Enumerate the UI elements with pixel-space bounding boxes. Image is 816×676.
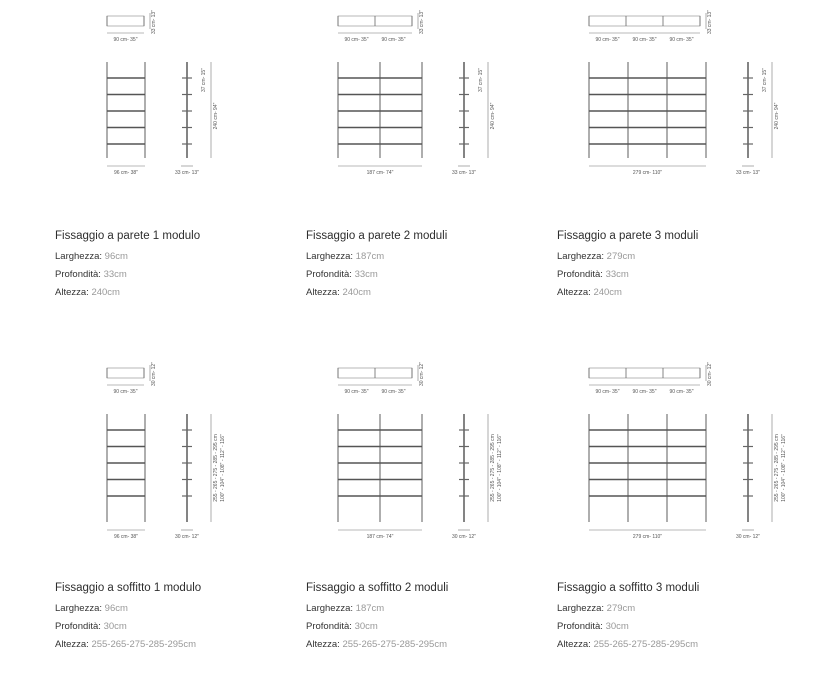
spec-value: 30cm: [605, 621, 629, 632]
spec-label: Profondità:: [306, 269, 355, 280]
spec-row: [55, 266, 200, 284]
side-height-imperial-label: 100" - 104" - 108" - 112" - 116": [497, 434, 503, 502]
module-width-label: 90 cm- 35": [669, 389, 694, 395]
spec-label: Altezza:: [55, 639, 92, 650]
module-width-label: 90 cm- 35": [669, 37, 694, 43]
spec-label: Altezza:: [557, 287, 594, 298]
spec-label: Larghezza:: [306, 603, 356, 614]
spec-row: [55, 618, 201, 636]
module-width-label: 90 cm- 35": [113, 37, 138, 43]
product-card: [55, 0, 305, 320]
side-spacing-label: 37 cm- 15": [478, 67, 484, 93]
spec-row: [306, 600, 448, 618]
side-height-imperial-label: 100" - 104" - 108" - 112" - 116": [781, 434, 787, 502]
product-caption: [557, 582, 699, 654]
top-view-outline: [589, 368, 700, 378]
product-title: Fissaggio a soffitto 3 moduli: [557, 582, 700, 594]
top-depth-label: 33 cm- 13": [151, 9, 157, 35]
spec-value: 279cm: [606, 603, 636, 614]
spec-label: Larghezza:: [306, 251, 356, 262]
spec-value: 30cm: [354, 621, 378, 632]
product-drawing: [306, 352, 556, 552]
spec-value: 187cm: [355, 603, 385, 614]
side-height-label: 240 cm- 94": [213, 102, 219, 130]
spec-label: Altezza:: [306, 287, 343, 298]
spec-value: 33cm: [354, 269, 378, 280]
product-caption: [557, 230, 698, 302]
spec-label: Profondità:: [557, 269, 606, 280]
product-title: Fissaggio a parete 1 modulo: [55, 230, 201, 242]
side-height-label: 255 - 265 - 275 - 285 - 295 cm: [490, 434, 496, 502]
spec-label: Larghezza:: [557, 603, 607, 614]
spec-value: 255-265-275-285-295cm: [342, 639, 448, 650]
spec-row: [557, 618, 699, 636]
spec-value: 240cm: [91, 287, 120, 298]
spec-row: [306, 284, 447, 302]
product-caption: [55, 230, 200, 302]
product-card: [557, 0, 807, 320]
side-height-label: 240 cm- 94": [774, 102, 780, 130]
spec-row: [557, 600, 699, 618]
top-view-outline: [589, 16, 700, 26]
front-width-label: 279 cm- 110": [632, 170, 663, 176]
spec-label: Profondità:: [55, 621, 104, 632]
side-depth-label: 30 cm- 12": [451, 534, 477, 540]
top-view-outline: [107, 368, 144, 378]
spec-label: Altezza:: [306, 639, 343, 650]
product-caption: [306, 582, 448, 654]
product-drawing: [55, 0, 305, 200]
spec-label: Profondità:: [557, 621, 606, 632]
module-width-label: 90 cm- 35": [113, 389, 138, 395]
product-card: [306, 0, 556, 320]
spec-row: [306, 266, 447, 284]
spec-value: 255-265-275-285-295cm: [91, 639, 197, 650]
module-width-label: 90 cm- 35": [632, 389, 657, 395]
product-caption: [55, 582, 201, 654]
spec-row: [306, 636, 448, 654]
spec-label: Larghezza:: [55, 251, 105, 262]
side-height-label: 255 - 265 - 275 - 285 - 295 cm: [213, 434, 219, 502]
spec-row: [306, 618, 448, 636]
spec-label: Profondità:: [55, 269, 104, 280]
spec-label: Larghezza:: [557, 251, 607, 262]
spec-row: [557, 266, 698, 284]
front-width-label: 96 cm- 38": [113, 170, 139, 176]
spec-value: 30cm: [103, 621, 127, 632]
spec-row: [306, 248, 447, 266]
spec-row: [557, 284, 698, 302]
spec-value: 96cm: [104, 603, 128, 614]
side-height-imperial-label: 100" - 104" - 108" - 112" - 116": [220, 434, 226, 502]
top-depth-label: 33 cm- 13": [419, 9, 425, 35]
spec-value: 96cm: [104, 251, 128, 262]
spec-label: Profondità:: [306, 621, 355, 632]
spec-row: [55, 248, 200, 266]
module-width-label: 90 cm- 35": [632, 37, 657, 43]
product-title: Fissaggio a parete 2 moduli: [306, 230, 448, 242]
module-width-label: 90 cm- 35": [344, 37, 369, 43]
spec-value: 33cm: [605, 269, 629, 280]
product-title: Fissaggio a soffitto 1 modulo: [55, 582, 202, 594]
spec-value: 33cm: [103, 269, 127, 280]
spec-value: 240cm: [342, 287, 371, 298]
spec-row: [55, 600, 201, 618]
product-drawing: [55, 352, 305, 552]
top-depth-label: 30 cm- 12": [151, 361, 157, 387]
module-width-label: 90 cm- 35": [381, 37, 406, 43]
module-width-label: 90 cm- 35": [344, 389, 369, 395]
side-spacing-label: 37 cm- 15": [762, 67, 768, 93]
product-drawing: [557, 352, 807, 552]
front-width-label: 187 cm- 74": [366, 170, 394, 176]
product-card: [306, 352, 556, 672]
product-caption: [306, 230, 447, 302]
side-depth-label: 33 cm- 13": [174, 170, 200, 176]
spec-label: Altezza:: [557, 639, 594, 650]
product-card: [55, 352, 305, 672]
product-title: Fissaggio a parete 3 moduli: [557, 230, 699, 242]
side-depth-label: 33 cm- 13": [451, 170, 477, 176]
spec-value: 255-265-275-285-295cm: [593, 639, 699, 650]
spec-row: [55, 284, 200, 302]
front-width-label: 187 cm- 74": [366, 534, 394, 540]
product-drawing: [557, 0, 807, 200]
product-title: Fissaggio a soffitto 2 moduli: [306, 582, 449, 594]
module-width-label: 90 cm- 35": [595, 37, 620, 43]
spec-row: [557, 248, 698, 266]
front-width-label: 96 cm- 38": [113, 534, 139, 540]
top-depth-label: 30 cm- 12": [419, 361, 425, 387]
module-width-label: 90 cm- 35": [381, 389, 406, 395]
top-depth-label: 33 cm- 13": [707, 9, 713, 35]
spec-value: 187cm: [355, 251, 385, 262]
spec-label: Altezza:: [55, 287, 92, 298]
spec-row: [557, 636, 699, 654]
front-width-label: 279 cm- 110": [632, 534, 663, 540]
side-height-label: 240 cm- 94": [490, 102, 496, 130]
top-depth-label: 30 cm- 12": [707, 361, 713, 387]
spec-value: 240cm: [593, 287, 622, 298]
product-drawing: [306, 0, 556, 200]
side-depth-label: 30 cm- 12": [174, 534, 200, 540]
product-card: [557, 352, 807, 672]
side-height-label: 255 - 265 - 275 - 285 - 295 cm: [774, 434, 780, 502]
spec-value: 279cm: [606, 251, 636, 262]
side-depth-label: 30 cm- 12": [735, 534, 761, 540]
spec-label: Larghezza:: [55, 603, 105, 614]
side-spacing-label: 37 cm- 15": [201, 67, 207, 93]
spec-row: [55, 636, 201, 654]
module-width-label: 90 cm- 35": [595, 389, 620, 395]
top-view-outline: [107, 16, 144, 26]
side-depth-label: 33 cm- 13": [735, 170, 761, 176]
